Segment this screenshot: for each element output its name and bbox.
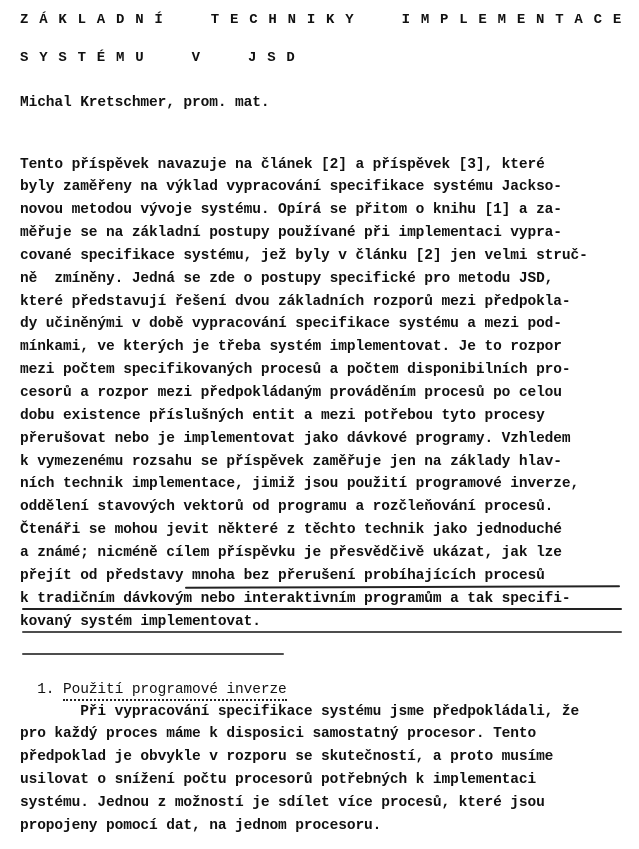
text-line: pro každý proces máme k disposici samostatný procesor. Tento [20,726,537,743]
author: Michal Kretschmer, prom. mat. [20,95,270,111]
text-line: cesorů a rozpor mezi předpokládaným prováděním procesů po celou [20,385,562,401]
text-line: předpoklad je obvykle v rozporu se skutečností, a proto musíme [20,749,554,766]
text-line: přerušovat nebo je implementovat jako dávkové programy. Vzhledem [20,430,571,447]
text-line: dobu existence příslušných entit a mezi potřebou tyto procesy [20,407,545,424]
text-line: kovaný systém implementovat. [20,613,261,630]
text-line: ně zmíněny. Jedná se zde o postupy specifické pro metodu JSD, [20,270,554,287]
text-line: dy učiněnými v době vypracování specifikace systému a mezi pod- [20,316,562,333]
text-line: mezi počtem specifikovaných procesů a počtem disponibilních pro- [20,362,571,379]
text-line: které představují řešení dvou základních rozporů mezi předpokla- [20,293,571,310]
text-line: ních technik implementace, jimiž jsou použití programové inverze, [20,476,580,493]
text-line: systému. Jednou z možností je sdílet více procesů, které jsou [20,794,545,811]
text-line: mínkami, ve kterých je třeba systém implementovat. Je to rozpor [20,339,562,356]
section-heading [20,656,287,698]
text-line: cované specifikace systému, jež byly v článku [2] jen velmi struč- [20,247,588,264]
document-title-line-1: ZÁKLADNÍ TECHNIKY IMPLEMENTACE [20,12,633,28]
handwritten-underline [22,631,622,633]
text-line: měřuje se na základní postupy používané při implementaci vypra- [20,225,562,242]
text-line: byly zaměřeny na výklad vypracování specifikace systému Jackso- [20,179,562,196]
section-number: 1. [37,681,55,698]
text-line: novou metodou vývoje systému. Opírá se přitom o knihu [1] a za- [20,202,562,219]
text-line: k tradičním dávkovým nebo interaktivním programům a tak specifi- [20,590,571,607]
handwritten-underline [22,653,284,655]
text-line: Čtenáři se mohou jevit některé z těchto technik jako jednoduché [20,522,562,539]
text-line: propojeny pomocí dat, na jednom procesoru. [20,817,382,834]
handwritten-underline [22,608,622,610]
text-line: Při vypracování specifikace systému jsme předpokládali, že [20,703,580,720]
text-line: a známé; nicméně cílem příspěvku je přesvědčivě ukázat, jak lze [20,544,562,561]
text-line: Tento příspěvek navazuje na článek [2] a příspěvek [3], které [20,156,545,173]
section-title: Použití programové inverze [63,682,287,701]
text-line: usilovat o snížení počtu procesorů potřebných k implementaci [20,772,537,789]
document-title-line-2: SYSTÉMU V JSD [20,50,306,66]
text-line: oddělení stavových vektorů od programu a rozčleňování procesů. [20,499,554,516]
text-line: k vymezenému rozsahu se příspěvek zaměřuje jen na základy hlav- [20,453,562,470]
text-line: přejít od představy mnoha bez přerušení probíhajících procesů [20,567,545,584]
